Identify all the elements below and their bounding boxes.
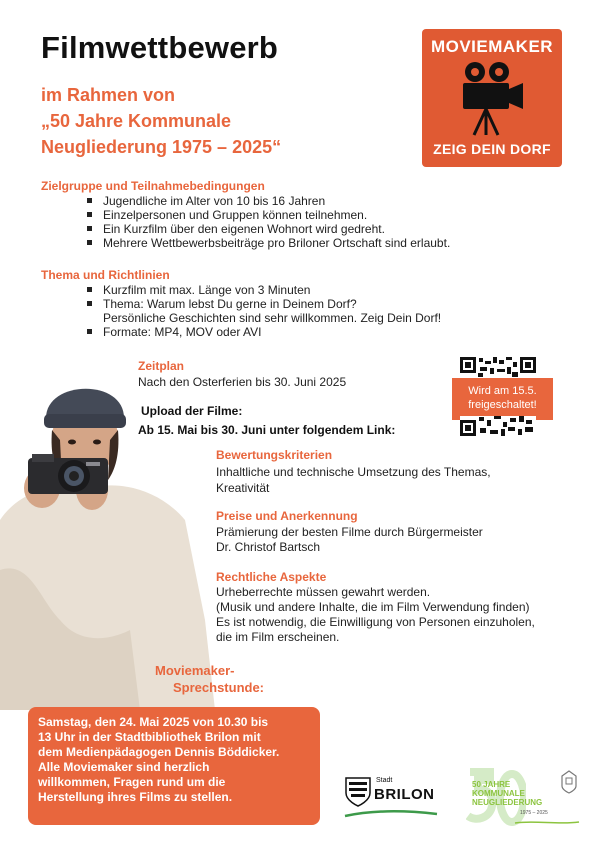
list-item: Thema: Warum lebst Du gerne in Deinem Dorf? [87, 297, 441, 311]
info-line: Samstag, den 24. Mai 2025 von 10.30 bis [38, 715, 269, 729]
anniversary-logo [466, 768, 582, 826]
anniversary-text [472, 780, 542, 807]
body-line: Prämierung der besten Filme durch Bürgermeister [216, 525, 483, 539]
upload-text: Ab 15. Mai bis 30. Juni unter folgendem Link: [138, 423, 396, 437]
qr-code-icon[interactable] [460, 357, 536, 377]
green-swoosh-icon [343, 808, 439, 820]
upload-heading: Upload der Filme: [141, 404, 243, 418]
section-heading: Preise und Anerkennung [216, 509, 358, 523]
list-item-continuation: Persönliche Geschichten sind sehr willkommen. Zeig Dein Dorf! [103, 311, 442, 325]
page-subtitle [41, 82, 281, 160]
section-heading: Rechtliche Aspekte [216, 570, 327, 584]
list-item: Mehrere Wettbewerbsbeiträge pro Briloner Ortschaft sind erlaubt. [87, 236, 450, 250]
section-preise [216, 509, 483, 555]
info-line: Alle Moviemaker sind herzlich [38, 760, 210, 774]
qr-code-icon[interactable] [460, 416, 536, 436]
stadt-brilon-logo [343, 775, 439, 823]
link-status-badge [452, 378, 553, 420]
zeitplan-text: Nach den Osterferien bis 30. Juni 2025 [138, 375, 347, 389]
section-thema [41, 268, 441, 339]
anniversary-line: KOMMUNALE [472, 789, 525, 798]
info-line: Herstellung ihres Films zu stellen. [38, 790, 233, 804]
list-item: Ein Kurzfilm über den eigenen Wohnort wird gedreht. [87, 222, 450, 236]
section-recht [216, 570, 535, 645]
sprechstunde-heading [155, 662, 264, 696]
sprechstunde-line: Moviemaker- [155, 663, 235, 678]
brilon-wordmark: BRILON [374, 786, 435, 803]
body-line: Dr. Christof Bartsch [216, 540, 321, 554]
anniversary-line: 50 JAHRE [472, 780, 511, 789]
list-item: Einzelpersonen und Gruppen können teilnehmen. [87, 208, 450, 222]
bullet-list [87, 283, 441, 339]
info-line: willkommen, Fragen rund um die [38, 775, 226, 789]
page-title: Filmwettbewerb [41, 30, 279, 65]
stadt-label: Stadt [376, 777, 393, 784]
logo-bottom-text: ZEIG DEIN DORF [433, 141, 551, 157]
sprechstunde-line: Sprechstunde: [173, 680, 265, 695]
subtitle-line: Neugliederung 1975 – 2025“ [41, 137, 282, 157]
info-box [28, 707, 320, 825]
section-heading: Zielgruppe und Teilnahmebedingungen [41, 179, 265, 193]
film-camera-icon [457, 59, 529, 139]
list-item: Jugendliche im Alter von 10 bis 16 Jahren [87, 194, 450, 208]
section-heading: Bewertungskriterien [216, 448, 333, 462]
logo-top-text: MOVIEMAKER [430, 37, 554, 56]
body-line: Urheberrechte müssen gewahrt werden. [216, 585, 431, 599]
body-line: Es ist notwendig, die Einwilligung von Personen einzuholen, [216, 615, 535, 629]
list-item: Formate: MP4, MOV oder AVI [87, 325, 441, 339]
anniversary-years: 1975 – 2025 [520, 810, 548, 816]
badge-line: freigeschaltet! [468, 399, 537, 411]
bullet-list [87, 194, 450, 250]
coat-of-arms-icon [345, 777, 371, 807]
badge-line: Wird am 15.5. [468, 385, 537, 397]
photographer-photo [0, 370, 225, 710]
body-line: Inhaltliche und technische Umsetzung des Themas, [216, 465, 491, 479]
body-line: die im Film erscheinen. [216, 630, 340, 644]
subtitle-line: im Rahmen von [41, 85, 176, 105]
section-zielgruppe [41, 179, 450, 250]
section-bewertung [216, 448, 491, 496]
info-line: 13 Uhr in der Stadtbibliothek Brilon mit [38, 730, 261, 744]
subtitle-line: „50 Jahre Kommunale [41, 111, 232, 131]
body-line: Kreativität [216, 481, 270, 495]
list-item: Kurzfilm mit max. Länge von 3 Minuten [87, 283, 441, 297]
section-heading: Thema und Richtlinien [41, 268, 170, 282]
green-underline-icon [514, 820, 580, 826]
crest-icon [560, 770, 578, 794]
anniversary-line: NEUGLIEDERUNG [472, 798, 543, 807]
info-line: dem Medienpädagogen Dennis Böddicker. [38, 745, 280, 759]
moviemaker-logo [422, 29, 562, 167]
body-line: (Musik und andere Inhalte, die im Film Verwendung finden) [216, 600, 530, 614]
section-heading: Zeitplan [138, 359, 185, 373]
